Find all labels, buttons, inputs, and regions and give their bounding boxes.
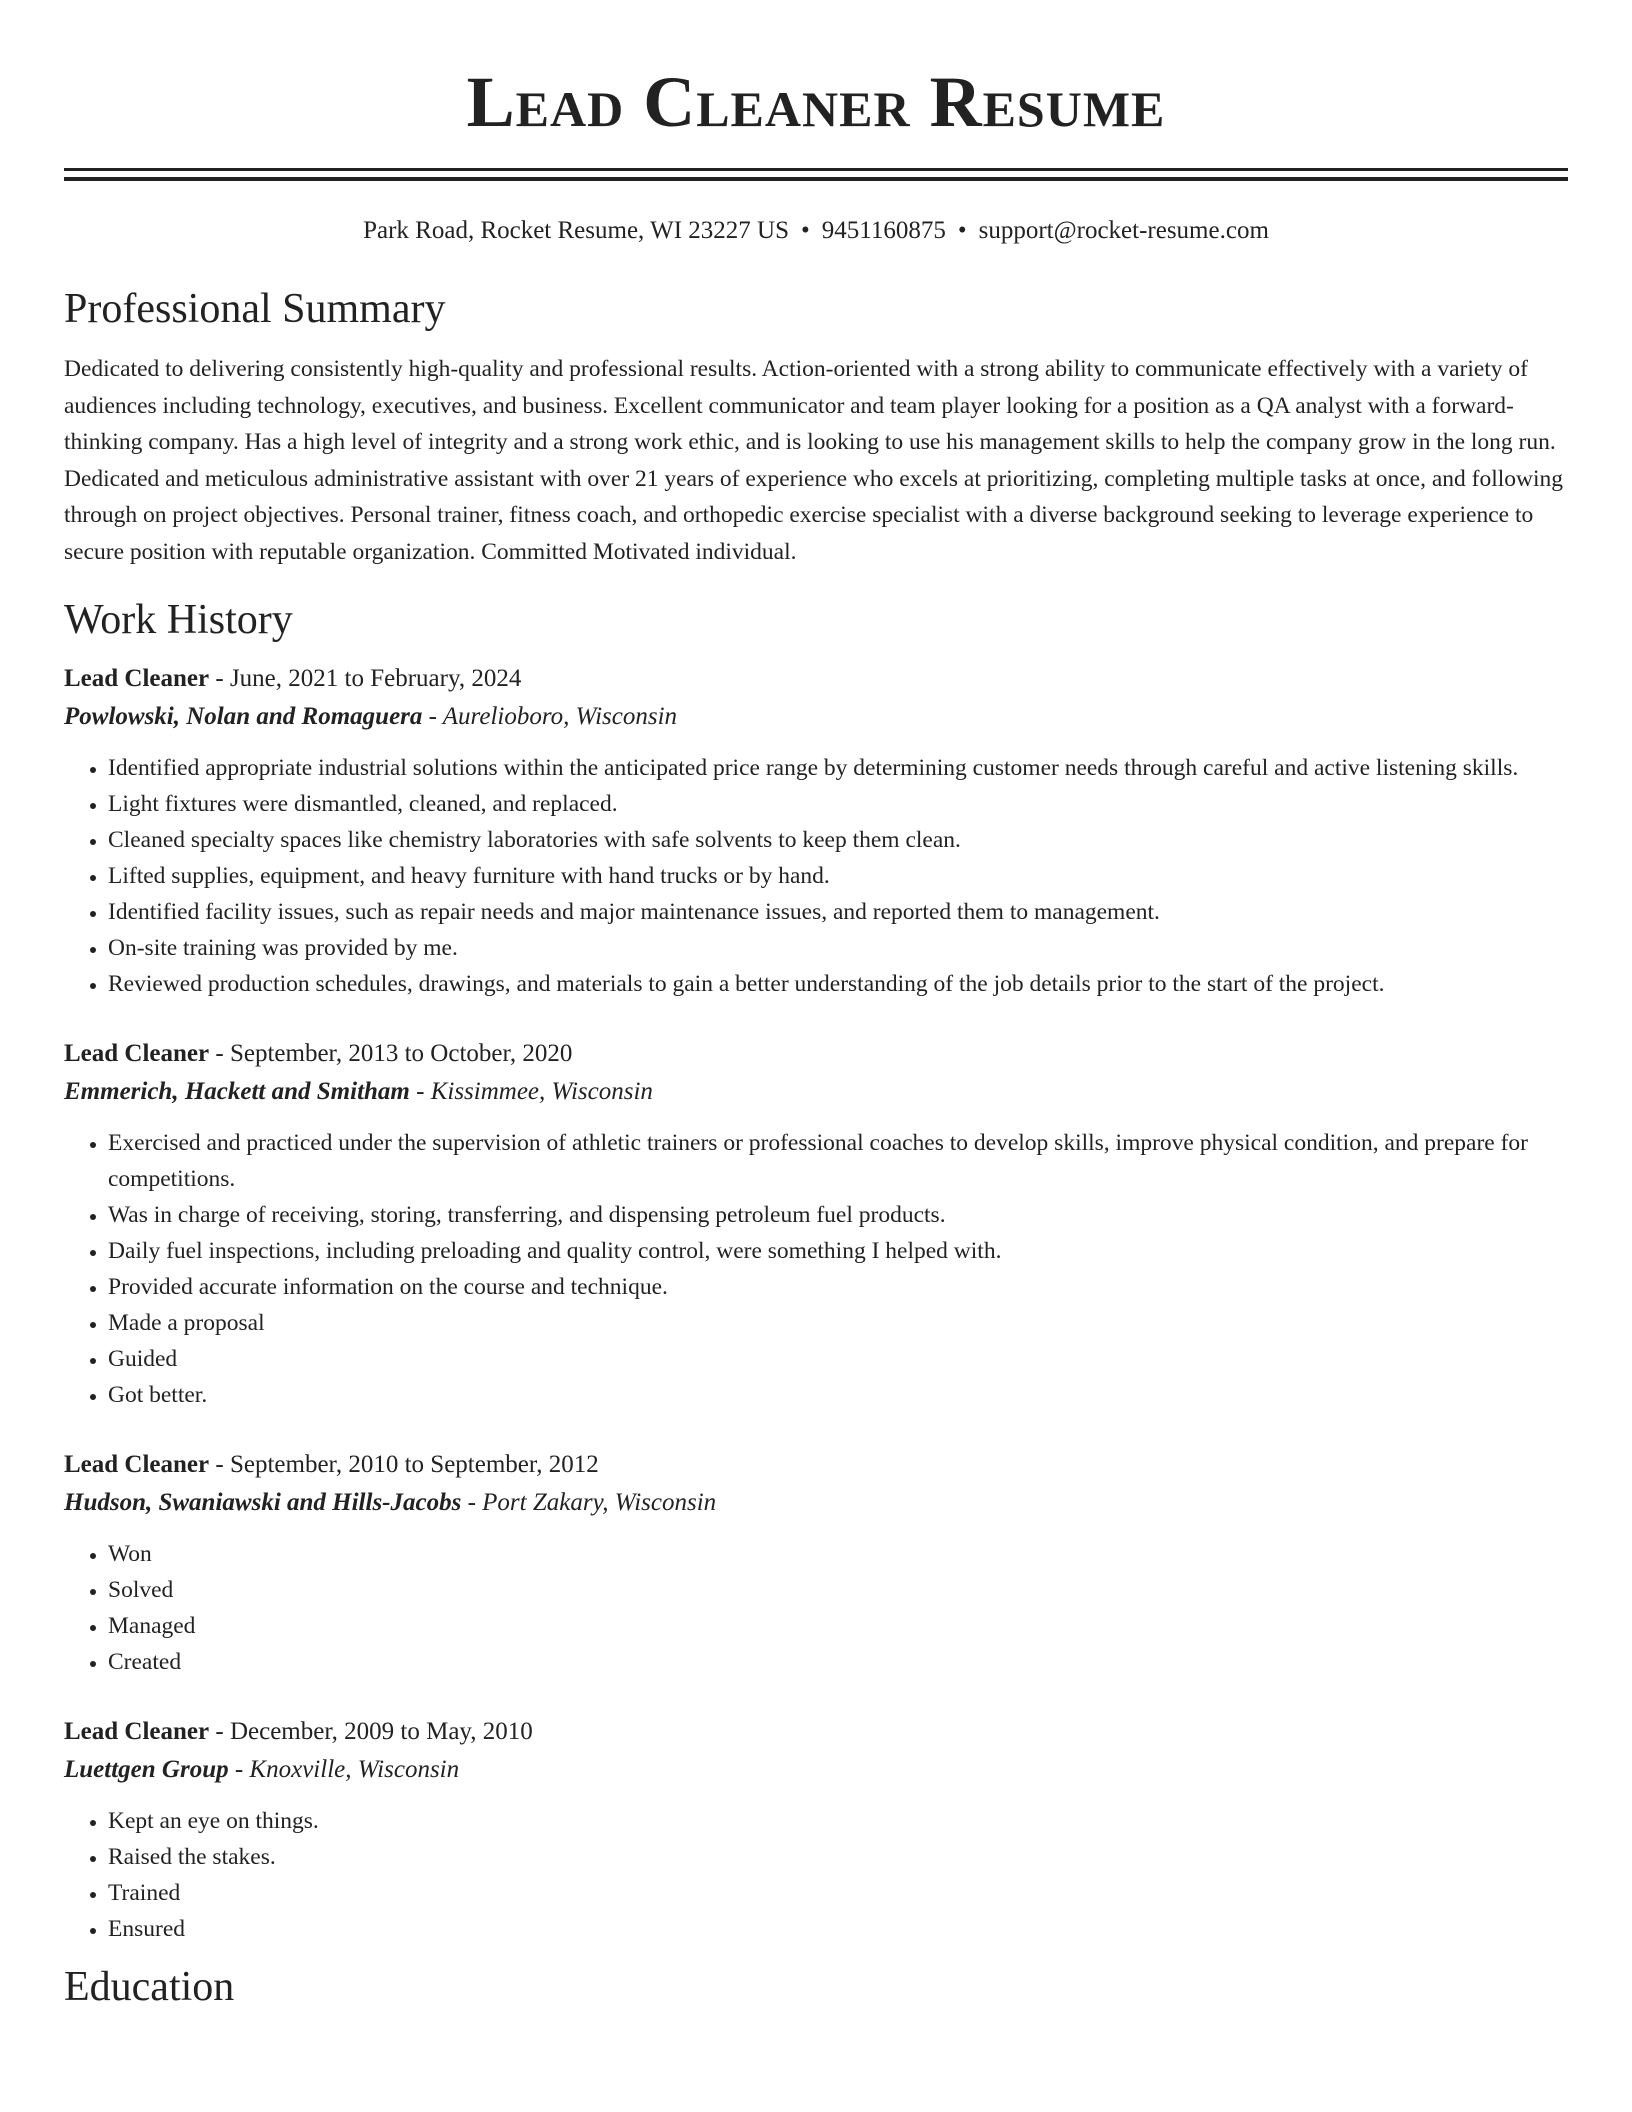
- contact-line: [64, 215, 1568, 247]
- job-bullet: • Trained: [108, 1875, 1568, 1911]
- job-bullet: • Exercised and practiced under the supervision of athletic trainers or professional coaches to develop skills, improve physical condition, and prepare for competitions.: [108, 1125, 1568, 1197]
- contact-phone: 9451160875: [821, 217, 946, 244]
- job-bullet: • Guided: [108, 1341, 1568, 1377]
- summary-paragraph: Dedicated to delivering consistently high-quality and professional results. Action-oriented with a strong ability to communicate effectively with a variety of audiences including technology, executives, and business. Excellent communicator and team player looking for a position as a QA analyst with a forward-thinking company. Has a high level of integrity and a strong work ethic, and is looking to use his management skills to help the company grow in the long run. Dedicated and meticulous administrative assistant with over 21 years of experience who excels at prioritizing, completing multiple tasks at once, and following through on project objectives. Personal trainer, fitness coach, and orthopedic exercise specialist with a diverse background seeking to leverage experience to secure position with reputable organization. Committed Motivated individual.: [64, 356, 1564, 565]
- title-divider-bottom: [64, 177, 1568, 181]
- resume-title: Lead Cleaner Resume: [466, 62, 1166, 142]
- job-dates: - September, 2010 to September, 2012: [209, 1451, 599, 1478]
- job-bullet: • Cleaned specialty spaces like chemistry laboratories with safe solvents to keep them clean.: [108, 822, 1568, 858]
- job-bullet: • Provided accurate information on the course and technique.: [108, 1269, 1568, 1305]
- job-bullet: • Light fixtures were dismantled, cleaned, and replaced.: [108, 786, 1568, 822]
- job-role: Lead Cleaner: [64, 665, 210, 692]
- job-dates: - June, 2021 to February, 2024: [209, 665, 522, 692]
- job-location: - Kissimmee, Wisconsin: [409, 1078, 653, 1105]
- job-bullet: • Reviewed production schedules, drawings, and materials to gain a better understanding of the job details prior to the start of the project.: [108, 966, 1568, 1002]
- section-heading-education: Education: [64, 1964, 235, 2010]
- job-title-line: [64, 1446, 1568, 1484]
- title-divider-top: [64, 168, 1568, 171]
- job-company-line: [64, 1484, 1568, 1522]
- job-bullet: • Raised the stakes.: [108, 1839, 1568, 1875]
- job-role: Lead Cleaner: [64, 1040, 210, 1067]
- job-bullet: • Got better.: [108, 1377, 1568, 1413]
- job-location: - Aurelioboro, Wisconsin: [422, 703, 678, 730]
- contact-address: Park Road, Rocket Resume, WI 23227 US: [363, 217, 789, 244]
- job-bullet: • Created: [108, 1644, 1568, 1680]
- job-company-line: [64, 698, 1568, 736]
- job-company: Powlowski, Nolan and Romaguera: [64, 703, 423, 730]
- job-bullet: • Kept an eye on things.: [108, 1803, 1568, 1839]
- job-bullet: • Lifted supplies, equipment, and heavy furniture with hand trucks or by hand.: [108, 858, 1568, 894]
- job-company-line: [64, 1073, 1568, 1111]
- job-entry: [64, 1446, 1568, 1680]
- job-entry: [64, 1035, 1568, 1413]
- job-bullet: • Managed: [108, 1608, 1568, 1644]
- job-bullet: • Won: [108, 1536, 1568, 1572]
- contact-email: support@rocket-resume.com: [978, 217, 1269, 244]
- job-bullet: • Solved: [108, 1572, 1568, 1608]
- job-role: Lead Cleaner: [64, 1451, 210, 1478]
- contact-separator: •: [800, 217, 810, 244]
- job-location: - Knoxville, Wisconsin: [228, 1756, 460, 1783]
- job-bullet-list: [64, 1803, 1568, 1947]
- job-bullet-list: [64, 750, 1568, 1002]
- job-bullet: • On-site training was provided by me.: [108, 930, 1568, 966]
- job-title-line: [64, 660, 1568, 698]
- job-company: Emmerich, Hackett and Smitham: [64, 1078, 410, 1105]
- job-bullet: • Identified facility issues, such as repair needs and major maintenance issues, and reported them to management.: [108, 894, 1568, 930]
- job-bullet-list: [64, 1536, 1568, 1680]
- job-bullet: • Was in charge of receiving, storing, transferring, and dispensing petroleum fuel products.: [108, 1197, 1568, 1233]
- job-dates: - December, 2009 to May, 2010: [209, 1718, 533, 1745]
- job-entry: [64, 1713, 1568, 1947]
- job-bullet: • Made a proposal: [108, 1305, 1568, 1341]
- job-entry: [64, 660, 1568, 1002]
- section-heading-summary: Professional Summary: [64, 286, 446, 332]
- job-bullet-list: [64, 1125, 1568, 1413]
- job-company: Luettgen Group: [64, 1756, 229, 1783]
- contact-separator: •: [957, 217, 967, 244]
- job-title-line: [64, 1035, 1568, 1073]
- section-heading-work-history: Work History: [64, 597, 293, 643]
- job-bullet: • Daily fuel inspections, including preloading and quality control, were something I helped with.: [108, 1233, 1568, 1269]
- job-title-line: [64, 1713, 1568, 1751]
- job-dates: - September, 2013 to October, 2020: [209, 1040, 573, 1067]
- job-location: - Port Zakary, Wisconsin: [461, 1489, 717, 1516]
- job-role: Lead Cleaner: [64, 1718, 210, 1745]
- job-company: Hudson, Swaniawski and Hills-Jacobs: [64, 1489, 462, 1516]
- job-bullet: • Identified appropriate industrial solutions within the anticipated price range by determining customer needs through careful and active listening skills.: [108, 750, 1568, 786]
- job-bullet: • Ensured: [108, 1911, 1568, 1947]
- job-company-line: [64, 1751, 1568, 1789]
